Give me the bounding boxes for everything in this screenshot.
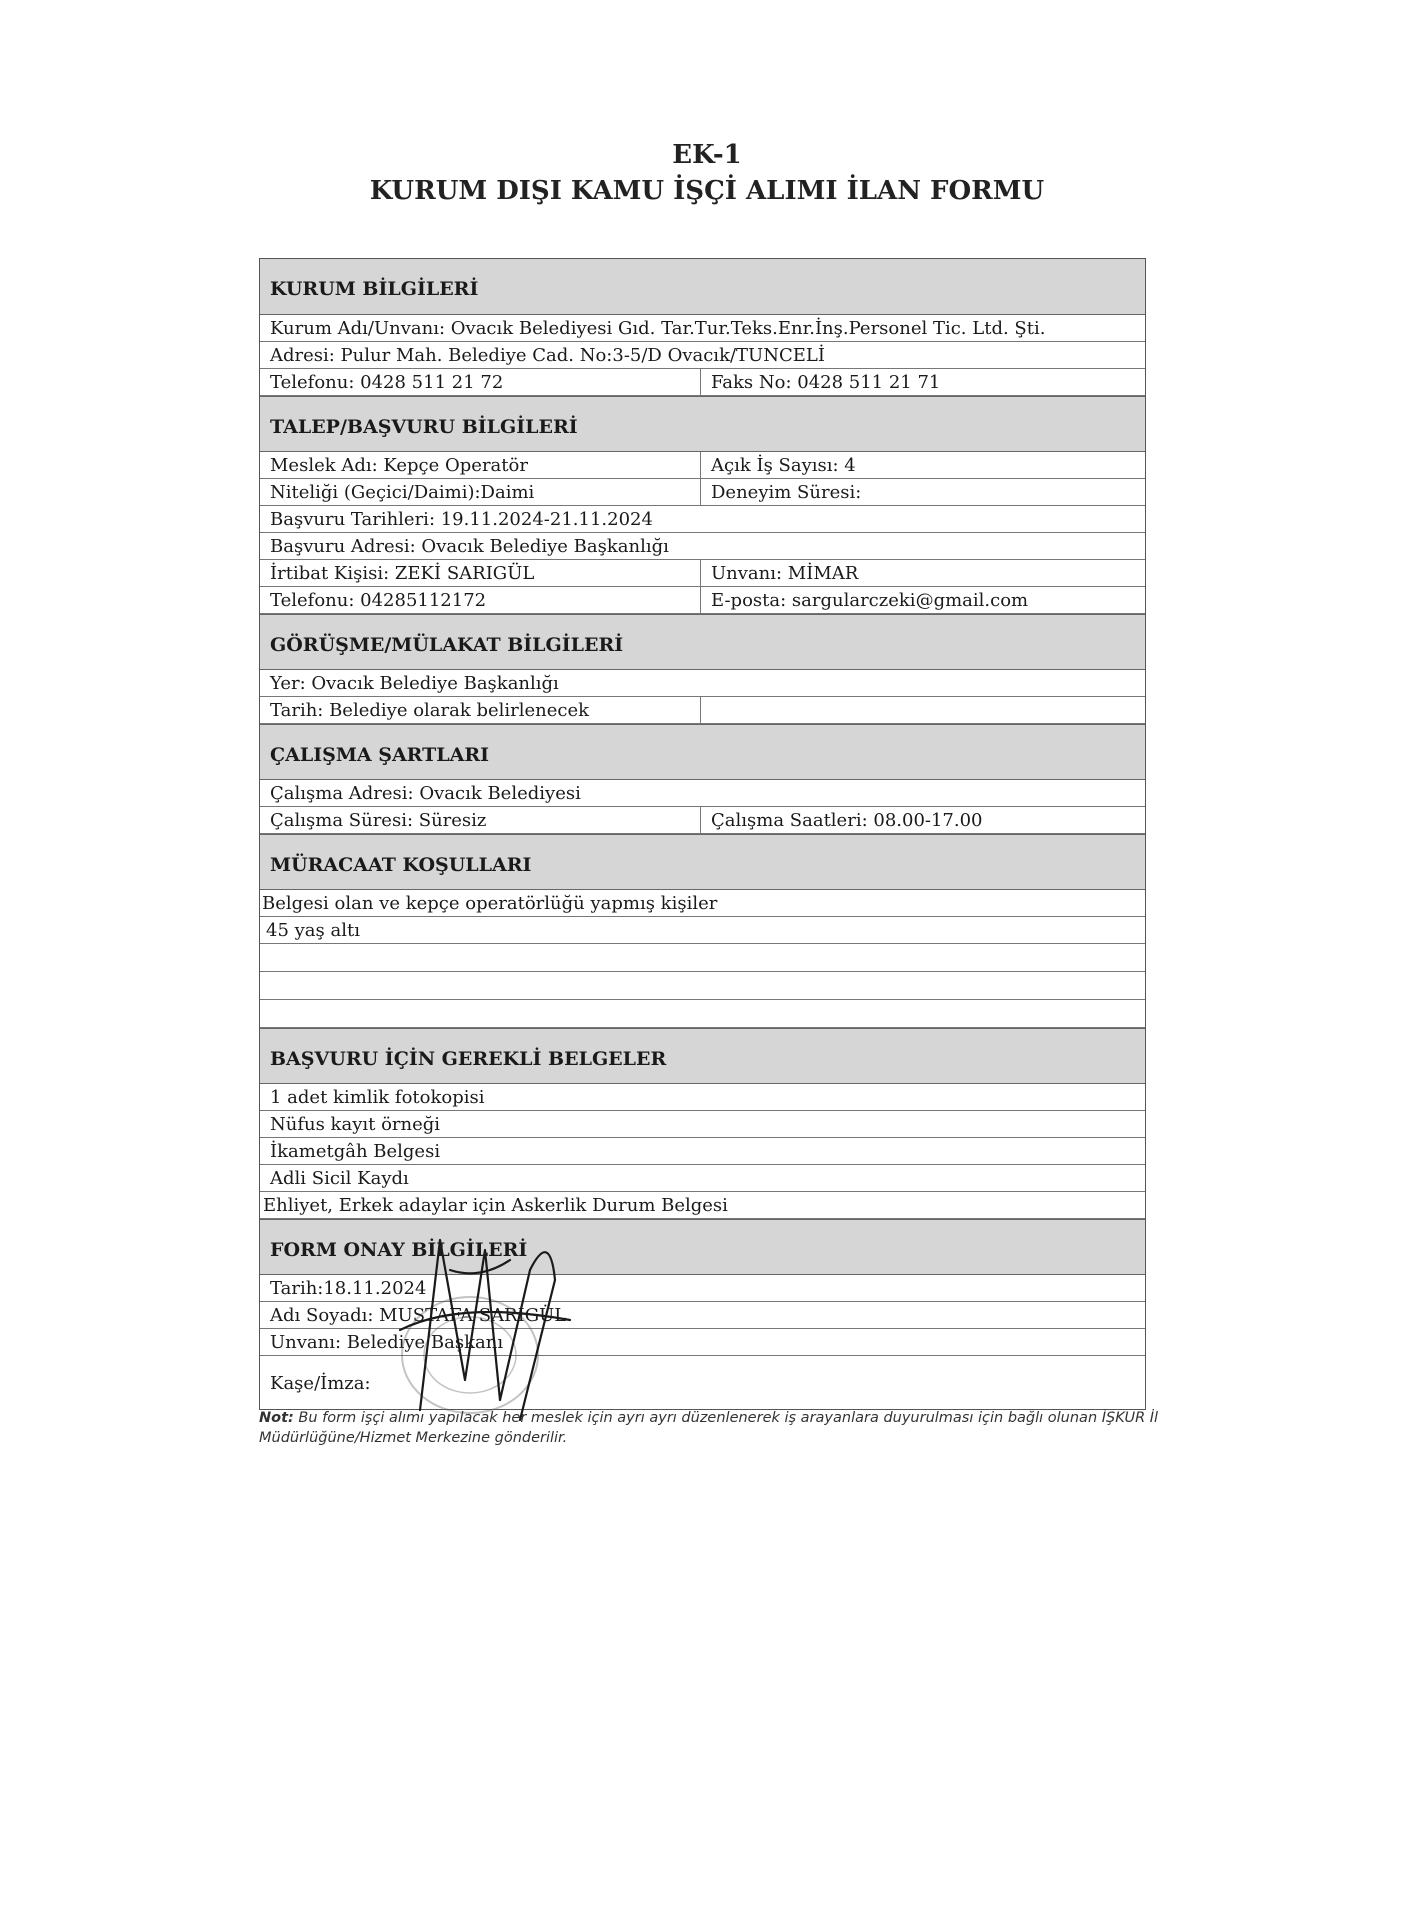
section-heading-onay: FORM ONAY BİLGİLERİ bbox=[260, 1219, 1145, 1275]
form-row bbox=[260, 1275, 1145, 1302]
calisma-adresi: Çalışma Adresi: Ovacık Belediyesi bbox=[270, 783, 581, 804]
irtibat-kisisi: İrtibat Kişisi: ZEKİ SARIGÜL bbox=[260, 560, 701, 586]
basvuru-adresi: Başvuru Adresi: Ovacık Belediye Başkanlığı bbox=[270, 536, 669, 557]
footnote bbox=[259, 1408, 1159, 1448]
kurum-adres: Adresi: Pulur Mah. Belediye Cad. No:3-5/D Ovacık/TUNCELİ bbox=[270, 345, 825, 366]
form-row bbox=[260, 342, 1145, 369]
form-row bbox=[260, 452, 1145, 479]
section-heading-kurum: KURUM BİLGİLERİ bbox=[260, 259, 1145, 315]
calisma-saatleri: Çalışma Saatleri: 08.00-17.00 bbox=[711, 810, 983, 831]
list-item bbox=[260, 890, 1145, 917]
muracaat-kosulu: 45 yaş altı bbox=[266, 920, 360, 941]
muracaat-kosulu bbox=[260, 944, 1145, 971]
form-row bbox=[260, 1302, 1145, 1329]
gorusme-empty-cell bbox=[701, 697, 1145, 723]
list-item bbox=[260, 917, 1145, 944]
kurum-faks: Faks No: 0428 511 21 71 bbox=[711, 372, 941, 393]
niteligi: Niteliği (Geçici/Daimi):Daimi bbox=[260, 479, 701, 505]
note-label: Not: bbox=[259, 1410, 294, 1426]
form-row bbox=[260, 697, 1145, 724]
gorusme-yer: Yer: Ovacık Belediye Başkanlığı bbox=[270, 673, 559, 694]
form-row bbox=[260, 807, 1145, 834]
list-item bbox=[260, 1000, 1145, 1028]
muracaat-kosulu bbox=[260, 972, 1145, 999]
note-text: Bu form işçi alımı yapılacak her meslek için ayrı ayrı düzenlenerek iş arayanlara duyurulması için bağlı olunan İŞKUR İl Müdürlüğüne/Hizmet Merkezine gönderilir. bbox=[259, 1410, 1159, 1446]
onay-kase-imza: Kaşe/İmza: bbox=[270, 1373, 371, 1394]
list-item bbox=[260, 1192, 1145, 1219]
form-title: KURUM DIŞI KAMU İŞÇİ ALIMI İLAN FORMU bbox=[369, 176, 1045, 206]
gerekli-belge: Nüfus kayıt örneği bbox=[270, 1114, 441, 1135]
gerekli-belge: 1 adet kimlik fotokopisi bbox=[270, 1087, 485, 1108]
list-item bbox=[260, 944, 1145, 972]
form-row bbox=[260, 315, 1145, 342]
form-row bbox=[260, 560, 1145, 587]
form-row bbox=[260, 670, 1145, 697]
kurum-adi: Kurum Adı/Unvanı: Ovacık Belediyesi Gıd. Tar.Tur.Teks.Enr.İnş.Personel Tic. Ltd. Şti. bbox=[270, 318, 1046, 339]
kurum-telefon: Telefonu: 0428 511 21 72 bbox=[260, 369, 701, 395]
basvuru-tarihleri: Başvuru Tarihleri: 19.11.2024-21.11.2024 bbox=[270, 509, 653, 530]
gerekli-belge: Ehliyet, Erkek adaylar için Askerlik Durum Belgesi bbox=[263, 1195, 728, 1216]
form-row bbox=[260, 369, 1145, 396]
acik-is-sayisi: Açık İş Sayısı: 4 bbox=[711, 455, 856, 476]
list-item bbox=[260, 972, 1145, 1000]
gerekli-belge: İkametgâh Belgesi bbox=[270, 1141, 441, 1162]
irtibat-telefon: Telefonu: 04285112172 bbox=[260, 587, 701, 613]
gorusme-tarih: Tarih: Belediye olarak belirlenecek bbox=[260, 697, 701, 723]
list-item bbox=[260, 1111, 1145, 1138]
form-row bbox=[260, 506, 1145, 533]
form-row bbox=[260, 1356, 1145, 1409]
onay-tarih: Tarih:18.11.2024 bbox=[270, 1278, 427, 1299]
list-item bbox=[260, 1084, 1145, 1111]
form-row bbox=[260, 479, 1145, 506]
irtibat-eposta: E-posta: sargularczeki@gmail.com bbox=[711, 590, 1029, 611]
section-heading-gorusme: GÖRÜŞME/MÜLAKAT BİLGİLERİ bbox=[260, 614, 1145, 670]
onay-adi-soyadi: Adı Soyadı: MUSTAFA SARIGÜL bbox=[270, 1305, 567, 1326]
form-row bbox=[260, 1329, 1145, 1356]
section-heading-belgeler: BAŞVURU İÇİN GEREKLİ BELGELER bbox=[260, 1028, 1145, 1084]
list-item bbox=[260, 1165, 1145, 1192]
section-heading-muracaat: MÜRACAAT KOŞULLARI bbox=[260, 834, 1145, 890]
muracaat-kosulu: Belgesi olan ve kepçe operatörlüğü yapmış kişiler bbox=[262, 893, 718, 914]
section-heading-calisma: ÇALIŞMA ŞARTLARI bbox=[260, 724, 1145, 780]
section-heading-talep: TALEP/BAŞVURU BİLGİLERİ bbox=[260, 396, 1145, 452]
irtibat-unvani: Unvanı: MİMAR bbox=[711, 563, 859, 584]
form-row bbox=[260, 533, 1145, 560]
muracaat-kosulu bbox=[260, 1000, 1145, 1027]
calisma-suresi: Çalışma Süresi: Süresiz bbox=[260, 807, 701, 833]
onay-unvani: Unvanı: Belediye Başkanı bbox=[270, 1332, 504, 1353]
gerekli-belge: Adli Sicil Kaydı bbox=[270, 1168, 409, 1189]
meslek-adi: Meslek Adı: Kepçe Operatör bbox=[260, 452, 701, 478]
form-code: EK-1 bbox=[672, 140, 742, 170]
deneyim-suresi: Deneyim Süresi: bbox=[711, 482, 862, 503]
list-item bbox=[260, 1138, 1145, 1165]
announcement-form bbox=[259, 258, 1146, 1410]
form-row bbox=[260, 780, 1145, 807]
form-row bbox=[260, 587, 1145, 614]
